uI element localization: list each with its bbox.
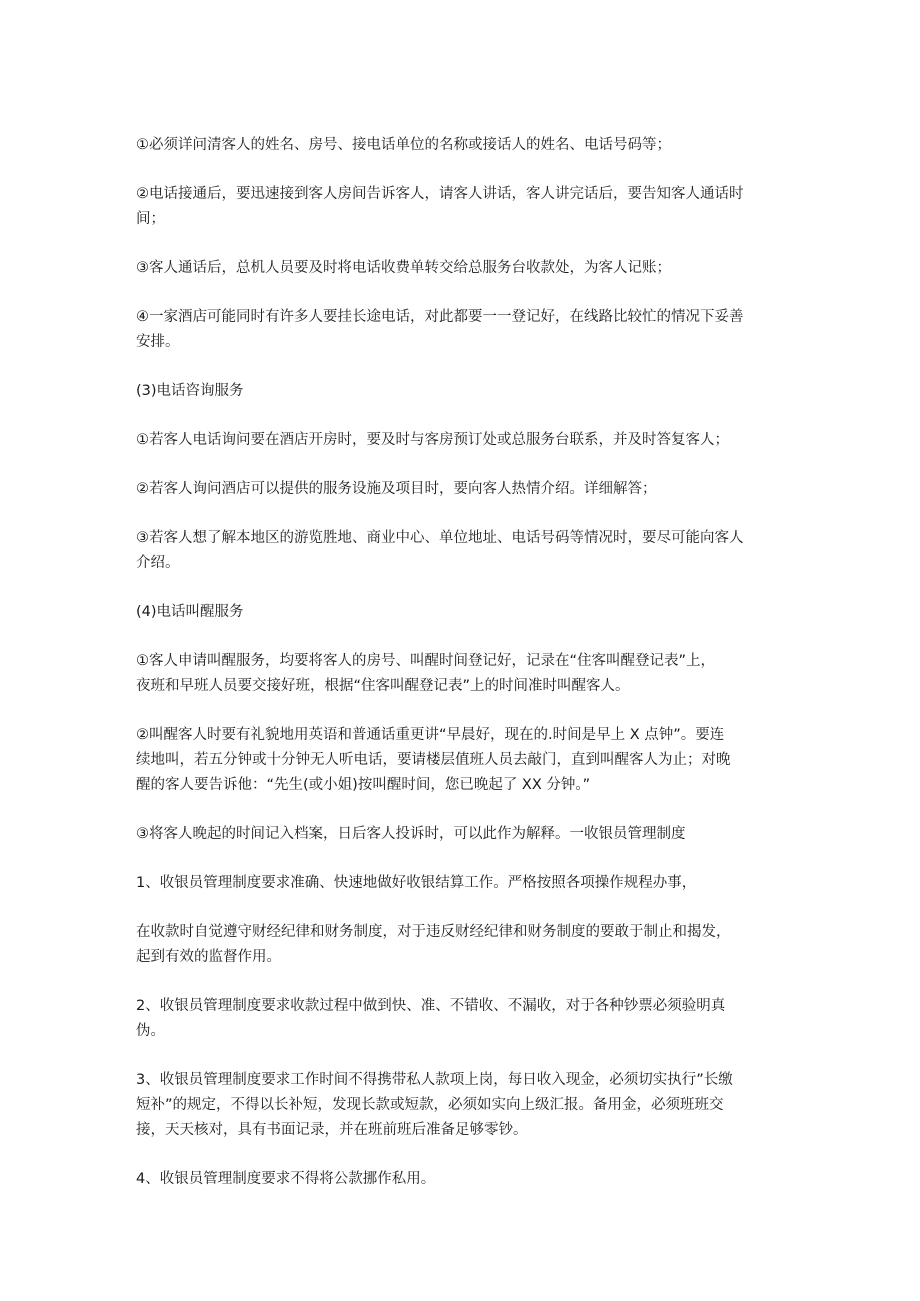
paragraph	[136, 871, 796, 896]
paragraph	[136, 920, 796, 970]
paragraph	[136, 256, 796, 281]
paragraph	[136, 305, 796, 355]
paragraph	[136, 379, 796, 404]
paragraph-line: 3、收银员管理制度要求工作时间不得携带私人款项上岗，每日收入现金，必须切实执行”长缴	[136, 1072, 733, 1088]
paragraph-line: 起到有效的监督作用。	[136, 949, 281, 965]
paragraph-line: ③将客人晚起的时间记入档案，日后客人投诉时，可以此作为解释。一收银员管理制度	[136, 826, 686, 842]
paragraph	[136, 600, 796, 625]
paragraph-line: ③若客人想了解本地区的游览胜地、商业中心、单位地址、电话号码等情况时，要尽可能向客人	[136, 530, 744, 546]
paragraph	[136, 723, 796, 798]
paragraph	[136, 428, 796, 453]
paragraph-line: 夜班和早班人员要交接好班，根据“住客叫醒登记表”上的时间准时叫醒客人。	[136, 678, 630, 694]
paragraph-line: 短补”的规定，不得以长补短，发现长款或短款，必须如实向上级汇报。备用金，必须班班交	[136, 1097, 724, 1113]
paragraph-line: 续地叫，若五分钟或十分钟无人听电话，要请楼层值班人员去敲门，直到叫醒客人为止；对晚	[136, 752, 731, 768]
paragraph-line: ①若客人电话询问要在酒店开房时，要及时与客房预订处或总服务台联系，并及时答复客人；	[136, 432, 729, 448]
paragraph	[136, 133, 796, 158]
paragraph	[136, 1068, 796, 1143]
paragraph	[136, 526, 796, 576]
paragraph-line: 醒的客人要告诉他：“先生(或小姐)按叫醒时间，您已晚起了 XX 分钟。”	[136, 777, 591, 793]
paragraph	[136, 1167, 796, 1192]
paragraph	[136, 182, 796, 232]
paragraph-line: 介绍。	[136, 555, 180, 571]
paragraph-line: ①必须详问清客人的姓名、房号、接电话单位的名称或接话人的姓名、电话号码等；	[136, 137, 671, 153]
paragraph	[136, 649, 796, 699]
paragraph-line: 伪。	[136, 1023, 165, 1039]
paragraph-line: (4)电话叫醒服务	[136, 604, 244, 620]
paragraph-line: 接，天天核对，具有书面记录，并在班前班后准备足够零钞。	[136, 1122, 528, 1138]
paragraph-line: ②叫醒客人时要有礼貌地用英语和普通话重更讲“早晨好，现在的.时间是早上 X 点钟”。要连	[136, 727, 725, 743]
paragraph-line: ③客人通话后，总机人员要及时将电话收费单转交给总服务台收款处，为客人记账；	[136, 260, 671, 276]
paragraph-line: 2、收银员管理制度要求收款过程中做到快、准、不错收、不漏收，对于各种钞票必须验明真	[136, 998, 726, 1014]
paragraph-line: 在收款时自觉遵守财经纪律和财务制度，对于违反财经纪律和财务制度的要敢于制止和揭发，	[136, 924, 731, 940]
paragraph-line: ④一家酒店可能同时有许多人要挂长途电话，对此都要一一登记好，在线路比较忙的情况下妥善	[136, 309, 744, 325]
paragraph	[136, 822, 796, 847]
paragraph-line: ②若客人询问酒店可以提供的服务设施及项目时，要向客人热情介绍。详细解答；	[136, 481, 657, 497]
paragraph-line: 1、收银员管理制度要求准确、快速地做好收银结算工作。严格按照各项操作规程办事，	[136, 875, 697, 891]
paragraph-line: (3)电话咨询服务	[136, 383, 244, 399]
paragraph-line: 安排。	[136, 334, 180, 350]
paragraph-line: ②电话接通后，要迅速接到客人房间告诉客人，请客人讲话，客人讲完话后，要告知客人通话时	[136, 186, 744, 202]
paragraph-line: 4、收银员管理制度要求不得将公款挪作私用。	[136, 1171, 436, 1187]
paragraph-line: 间；	[136, 211, 165, 227]
paragraph	[136, 477, 796, 502]
paragraph	[136, 994, 796, 1044]
paragraph-line: ①客人申请叫醒服务，均要将客人的房号、叫醒时间登记好，记录在“住客叫醒登记表”上，	[136, 653, 716, 669]
document-body	[136, 133, 796, 1216]
